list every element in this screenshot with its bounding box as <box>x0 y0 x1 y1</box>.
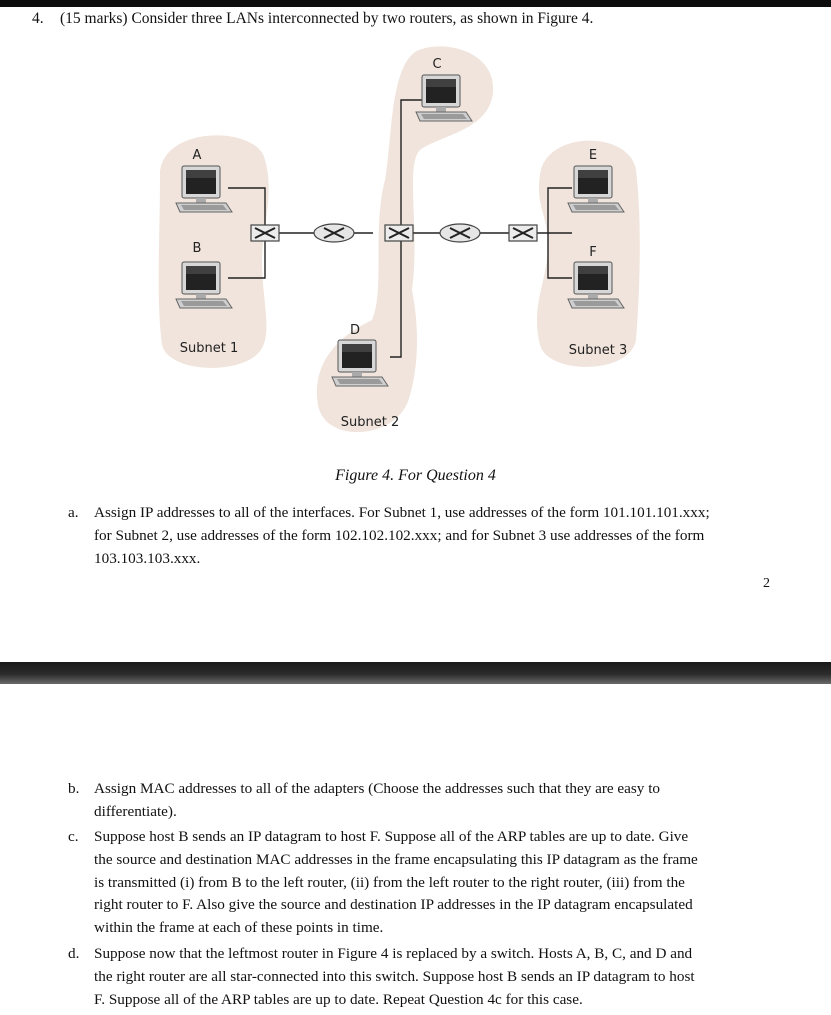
part-c <box>68 826 770 940</box>
part-b-line: Assign MAC addresses to all of the adapters (Choose the addresses such that they are easy to <box>94 780 661 797</box>
host-b-label: B <box>192 241 202 256</box>
part-a-label: a. <box>68 504 79 521</box>
subnet-3-switch <box>509 225 537 241</box>
part-d <box>68 943 770 1011</box>
part-a-line: for Subnet 2, use addresses of the form 102.102.102.xxx; and for Subnet 3 use addresses of the form <box>94 526 705 544</box>
part-c-line: is transmitted (i) from B to the left router, (ii) from the left router to the right router, (iii) from the <box>94 873 685 891</box>
question-text: (15 marks) Consider three LANs interconnected by two routers, as shown in Figure 4. <box>60 10 594 27</box>
network-figure <box>0 0 831 460</box>
part-d-line: the right router are all star-connected into this switch. Suppose host B sends an IP datagram to host <box>94 967 695 985</box>
host-e-label: E <box>588 148 598 163</box>
part-c-label: c. <box>68 828 79 845</box>
part-b-line: differentiate). <box>94 802 177 820</box>
subnet-3-label: Subnet 3 <box>568 343 628 358</box>
page-number: 2 <box>763 576 770 591</box>
part-c-line: within the frame at each of these points in time. <box>94 919 384 937</box>
part-a-line: 103.103.103.xxx. <box>94 549 201 567</box>
host-a-label: A <box>192 148 202 163</box>
part-a <box>68 502 770 570</box>
part-b-label: b. <box>68 780 80 797</box>
host-f-label: F <box>589 245 597 260</box>
part-c-line: the source and destination MAC addresses in the frame encapsulating this IP datagram as the frame <box>94 850 698 868</box>
part-d-line: Suppose now that the leftmost router in Figure 4 is replaced by a switch. Hosts A, B, C, and D and <box>94 945 693 962</box>
subnet-2-switch <box>385 225 413 241</box>
subnet-1-switch <box>251 225 279 241</box>
host-d-label: D <box>349 323 361 338</box>
part-b <box>68 778 770 824</box>
part-d-label: d. <box>68 945 80 962</box>
part-c-line: Suppose host B sends an IP datagram to host F. Suppose all of the ARP tables are up to date. Give <box>94 828 689 845</box>
part-c-line: right router to F. Also give the source and destination IP addresses in the IP datagram encapsulated <box>94 896 693 914</box>
right-router <box>440 224 480 242</box>
subnet-2-label: Subnet 2 <box>340 415 400 430</box>
page-break-bar <box>0 662 831 684</box>
question-number: 4. <box>32 10 44 27</box>
part-a-line: Assign IP addresses to all of the interfaces. For Subnet 1, use addresses of the form 101.101.101.xxx; <box>94 504 710 521</box>
part-d-line: F. Suppose all of the ARP tables are up to date. Repeat Question 4c for this case. <box>94 990 583 1008</box>
figure-caption: Figure 4. For Question 4 <box>335 467 496 484</box>
left-router <box>314 224 354 242</box>
host-c-label: C <box>432 57 442 72</box>
subnet-1-label: Subnet 1 <box>179 341 239 356</box>
